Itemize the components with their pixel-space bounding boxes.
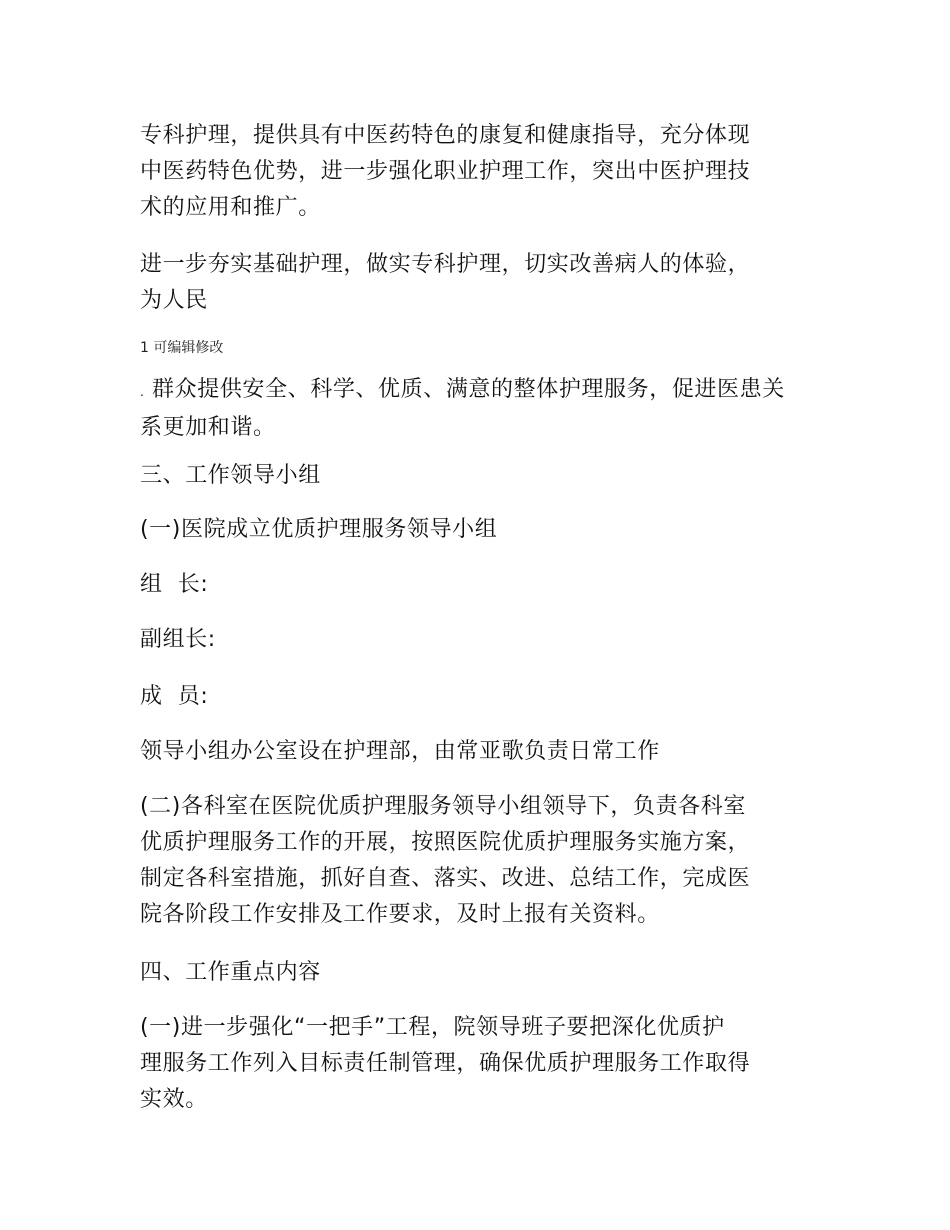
text-line <box>140 372 820 410</box>
text-line: 领导小组办公室设在护理部，由常亚歌负责日常工作 <box>140 739 660 764</box>
field-group-leader <box>140 567 820 603</box>
text-segment: 群众提供安全、科学、优质、满意的整体护理服务，促进医患关 <box>152 377 785 402</box>
paragraph-basic-nursing <box>140 247 820 319</box>
text-line: 理服务工作列入目标责任制管理，确保优质护理服务工作取得 <box>140 1051 751 1076</box>
text-line: 系更加和谐。 <box>140 415 276 440</box>
text-line: 中医药特色优势，进一步强化职业护理工作，突出中医护理技 <box>140 159 751 184</box>
section-heading-leadership <box>140 458 820 494</box>
text-line: 实效。 <box>140 1087 208 1112</box>
continuation-mark: . <box>140 385 145 399</box>
subsection-leadership-group <box>140 512 820 548</box>
text-line: 术的应用和推广。 <box>140 195 321 220</box>
paragraph-holistic-service <box>140 372 820 446</box>
paragraph-specialty-nursing <box>140 118 820 226</box>
text-line: 成 员: <box>140 684 209 709</box>
text-line: 三、工作领导小组 <box>140 463 321 488</box>
text-line: (二)各科室在医院优质护理服务领导小组领导下，负责各科室 <box>140 794 746 819</box>
field-deputy-leader <box>140 622 820 658</box>
paragraph-office <box>140 734 820 770</box>
text-line: 院各阶段工作安排及工作要求，及时上报有关资料。 <box>140 902 660 927</box>
subsection-departments <box>140 789 820 933</box>
page-note: 1 可编辑修改 <box>140 340 224 356</box>
text-line: 制定各科室措施，抓好自查、落实、改进、总结工作，完成医 <box>140 866 751 891</box>
field-members <box>140 679 820 715</box>
text-line: 为人民 <box>140 288 208 313</box>
text-line: (一)进一步强化“一把手”工程，院领导班子要把深化优质护 <box>140 1015 725 1040</box>
section-heading-key-content <box>140 955 820 991</box>
subsection-top-leader-project <box>140 1010 820 1118</box>
text-line: (一)医院成立优质护理服务领导小组 <box>140 517 498 542</box>
text-line: 专科护理，提供具有中医药特色的康复和健康指导，充分体现 <box>140 123 751 148</box>
text-line: 优质护理服务工作的开展，按照医院优质护理服务实施方案， <box>140 830 751 855</box>
text-line: 四、工作重点内容 <box>140 960 321 985</box>
text-line: 组 长: <box>140 572 209 597</box>
text-line: 进一步夯实基础护理，做实专科护理，切实改善病人的体验， <box>140 252 751 277</box>
text-line: 副组长: <box>140 627 216 652</box>
